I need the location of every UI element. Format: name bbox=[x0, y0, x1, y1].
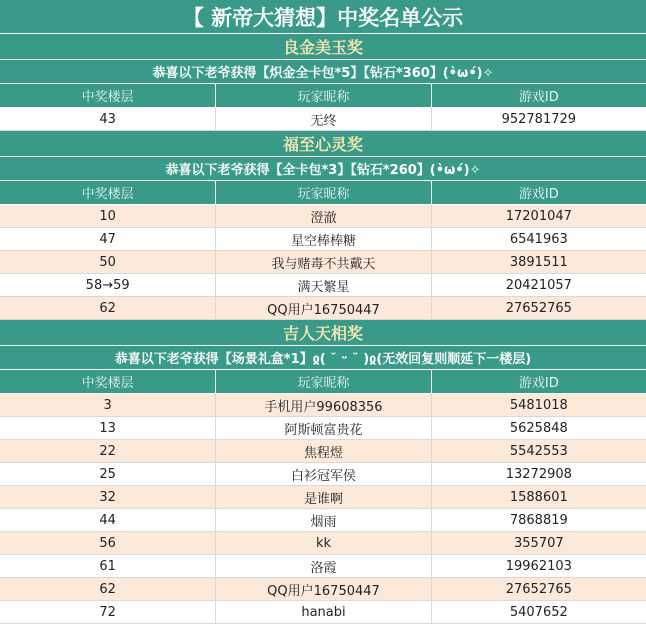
nickname-cell: hanabi bbox=[216, 601, 431, 623]
floor-cell: 61 bbox=[0, 555, 216, 577]
table-row bbox=[0, 417, 646, 440]
game-id-cell: 355707 bbox=[514, 535, 564, 551]
nickname-cell: 焦程煜 bbox=[216, 440, 431, 462]
table-row bbox=[0, 440, 646, 463]
table-row bbox=[0, 205, 646, 228]
table-row bbox=[0, 555, 646, 578]
table-row bbox=[0, 601, 646, 624]
table-row bbox=[0, 228, 646, 251]
table-row bbox=[0, 486, 646, 509]
nickname-cell: QQ用户16750447 bbox=[216, 578, 431, 600]
game-id-cell: 3891511 bbox=[509, 254, 568, 270]
floor-cell: 3 bbox=[0, 394, 216, 416]
table-row bbox=[0, 274, 646, 297]
game-id-cell: 5625848 bbox=[509, 420, 568, 436]
award-sections bbox=[0, 34, 646, 624]
floor-cell: 25 bbox=[0, 463, 216, 485]
game-id-cell: 17201047 bbox=[505, 208, 572, 224]
award-note: 恭喜以下老爷获得【炽金全卡包*5】【钻石*360】(•̀ω•́)✧ bbox=[0, 60, 646, 84]
floor-cell: 22 bbox=[0, 440, 216, 462]
table-row bbox=[0, 297, 646, 320]
table-header bbox=[0, 181, 646, 205]
award-title: 福至心灵奖 bbox=[0, 131, 646, 157]
award-section bbox=[0, 131, 646, 320]
table-row bbox=[0, 108, 646, 131]
column-header: 玩家昵称 bbox=[216, 84, 431, 107]
award-note: 恭喜以下老爷获得【场景礼盒*1】ჲ( ˘ ᵕ ˘ )ჲ(无效回复则顺延下一楼层) bbox=[0, 346, 646, 370]
award-section bbox=[0, 320, 646, 624]
award-section bbox=[0, 34, 646, 131]
floor-cell: 62 bbox=[0, 578, 216, 600]
floor-cell: 10 bbox=[0, 205, 216, 227]
game-id-cell: 20421057 bbox=[505, 277, 572, 293]
column-header: 中奖楼层 bbox=[0, 181, 216, 204]
floor-cell: 32 bbox=[0, 486, 216, 508]
game-id-cell: 7868819 bbox=[509, 512, 568, 528]
nickname-cell: kk bbox=[216, 532, 431, 554]
game-id-cell: 27652765 bbox=[505, 581, 572, 597]
column-header: 玩家昵称 bbox=[216, 370, 431, 393]
column-header: 游戏ID bbox=[518, 90, 559, 105]
table-row bbox=[0, 509, 646, 532]
game-id-cell: 13272908 bbox=[505, 466, 572, 482]
nickname-cell: 阿斯顿富贵花 bbox=[216, 417, 431, 439]
table-row bbox=[0, 394, 646, 417]
nickname-cell: 是谁啊 bbox=[216, 486, 431, 508]
award-title: 良金美玉奖 bbox=[0, 34, 646, 60]
award-title: 吉人天相奖 bbox=[0, 320, 646, 346]
table-header bbox=[0, 84, 646, 108]
floor-cell: 50 bbox=[0, 251, 216, 273]
table-header bbox=[0, 370, 646, 394]
floor-cell: 62 bbox=[0, 297, 216, 319]
game-id-cell: 27652765 bbox=[505, 300, 572, 316]
table-row bbox=[0, 251, 646, 274]
floor-cell: 56 bbox=[0, 532, 216, 554]
game-id-cell: 5542553 bbox=[509, 443, 568, 459]
floor-cell: 43 bbox=[0, 108, 216, 130]
table-row bbox=[0, 532, 646, 555]
sheet-title: 【 新帝大猜想】中奖名单公示 bbox=[0, 0, 646, 34]
floor-cell: 13 bbox=[0, 417, 216, 439]
nickname-cell: 白衫冠军侯 bbox=[216, 463, 431, 485]
nickname-cell: 无终 bbox=[216, 108, 431, 130]
nickname-cell: 手机用户99608356 bbox=[216, 394, 431, 416]
nickname-cell: 满天繁星 bbox=[216, 274, 431, 296]
nickname-cell: 我与赌毒不共戴天 bbox=[216, 251, 431, 273]
game-id-cell: 952781729 bbox=[501, 111, 577, 127]
table-row bbox=[0, 463, 646, 486]
floor-cell: 58→59 bbox=[0, 274, 216, 296]
column-header: 玩家昵称 bbox=[216, 181, 431, 204]
game-id-cell: 5407652 bbox=[509, 604, 568, 620]
column-header: 中奖楼层 bbox=[0, 84, 216, 107]
game-id-cell: 19962103 bbox=[505, 558, 572, 574]
table-row bbox=[0, 578, 646, 601]
nickname-cell: 星空棒棒糖 bbox=[216, 228, 431, 250]
game-id-cell: 5481018 bbox=[509, 397, 568, 413]
game-id-cell: 1588601 bbox=[509, 489, 568, 505]
column-header: 游戏ID bbox=[518, 187, 559, 202]
nickname-cell: 洛霞 bbox=[216, 555, 431, 577]
floor-cell: 47 bbox=[0, 228, 216, 250]
nickname-cell: 澄澈 bbox=[216, 205, 431, 227]
game-id-cell: 6541963 bbox=[509, 231, 568, 247]
floor-cell: 72 bbox=[0, 601, 216, 623]
award-note: 恭喜以下老爷获得【全卡包*3】【钻石*260】(•̀ω•́)✧ bbox=[0, 157, 646, 181]
floor-cell: 44 bbox=[0, 509, 216, 531]
column-header: 中奖楼层 bbox=[0, 370, 216, 393]
nickname-cell: 烟雨 bbox=[216, 509, 431, 531]
column-header: 游戏ID bbox=[518, 376, 559, 391]
nickname-cell: QQ用户16750447 bbox=[216, 297, 431, 319]
